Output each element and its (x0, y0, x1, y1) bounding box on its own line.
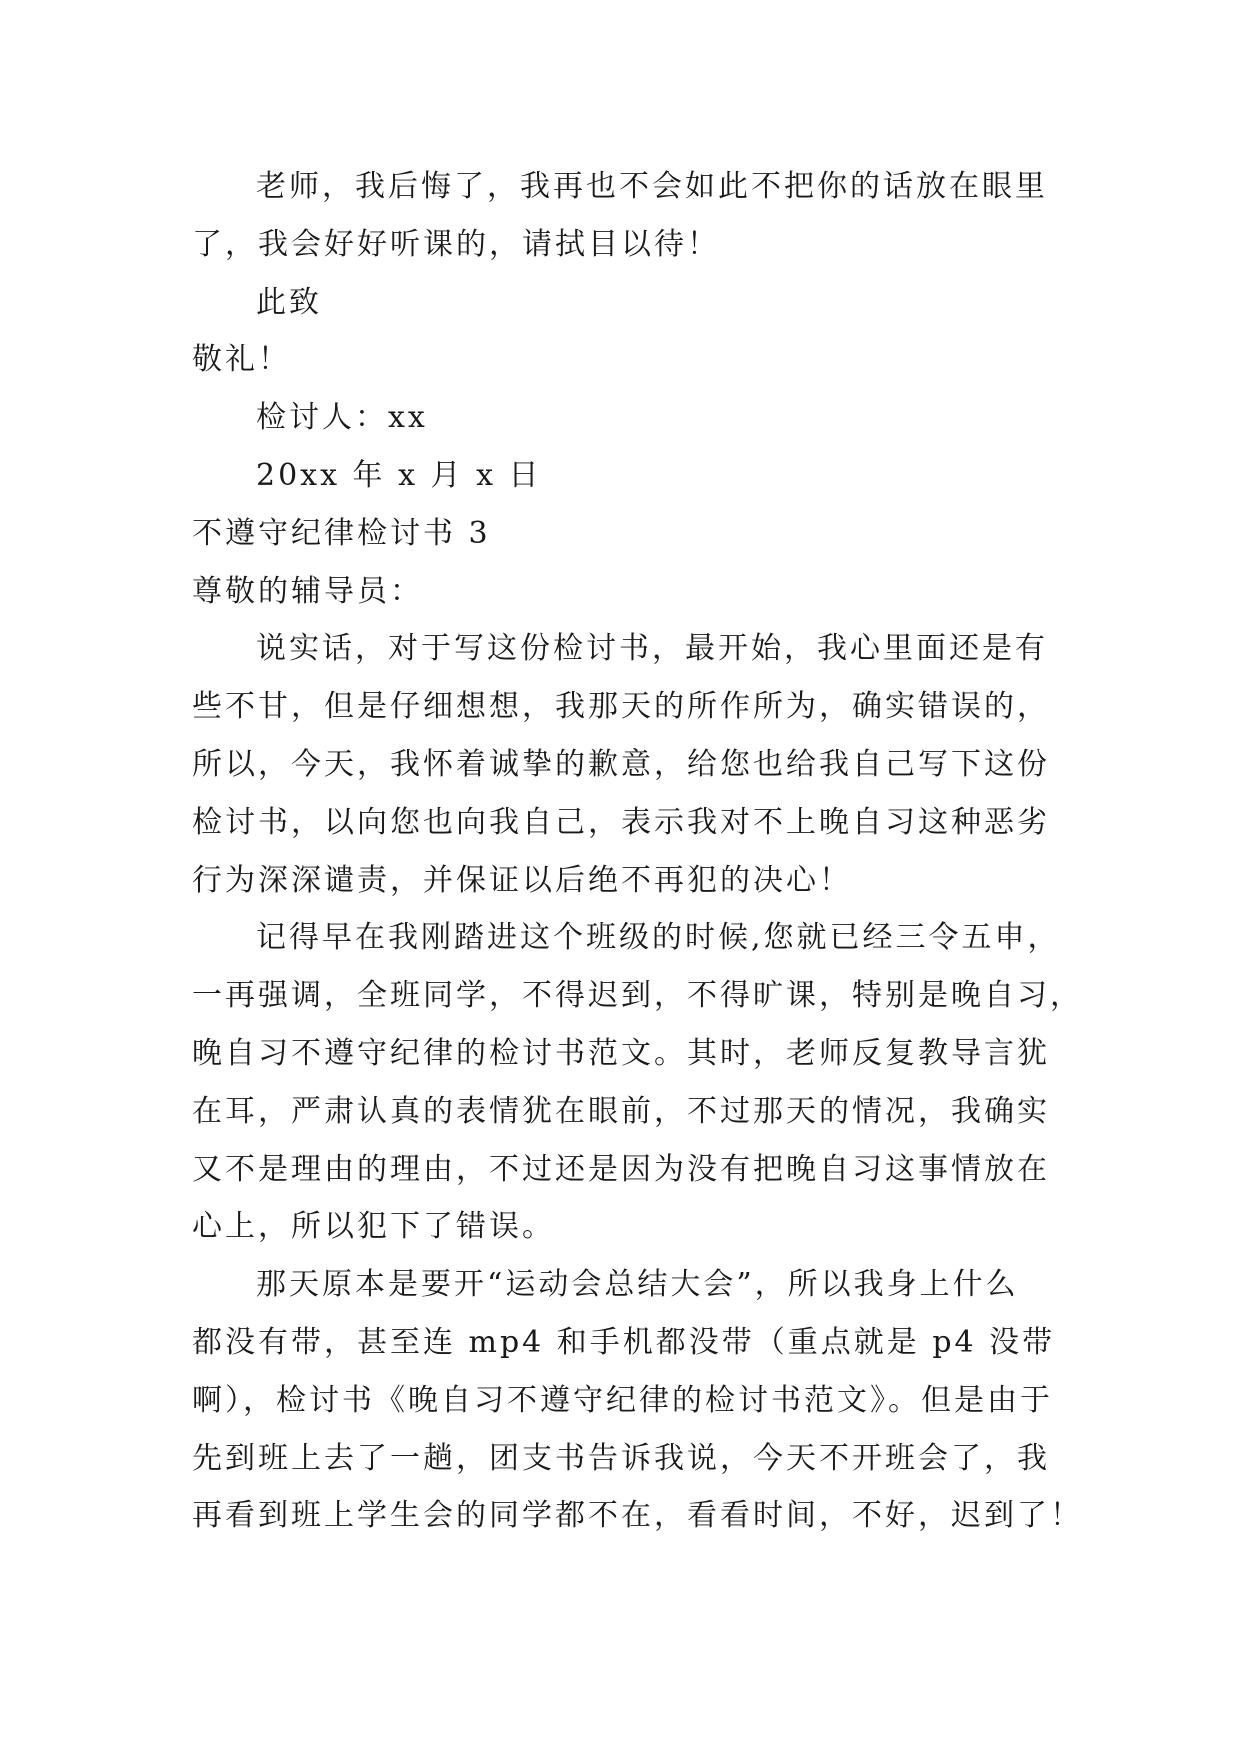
text-line: 检讨人：xx (256, 400, 428, 436)
text-line: 啊），检讨书《晚自习不遵守纪律的检讨书范文》。但是由于 (192, 1382, 1053, 1418)
text-line: 此致 (256, 284, 322, 320)
text-line: 说实话，对于写这份检讨书，最开始，我心里面还是有 (256, 631, 1048, 667)
text-line: 一再强调，全班同学，不得迟到，不得旷课，特别是晚自习， (192, 978, 1083, 1014)
text-line: 那天原本是要开“运动会总结大会”，所以我身上什么 (256, 1267, 1019, 1303)
text-line: 检讨书，以向您也向我自己，表示我对不上晚自习这种恶劣 (192, 804, 1050, 840)
text-line: 在耳，严肃认真的表情犹在眼前，不过那天的情况，我确实 (192, 1093, 1050, 1129)
document-body (192, 158, 1083, 1545)
text-line: 又不是理由的理由，不过还是因为没有把晚自习这事情放在 (192, 1151, 1050, 1187)
text-line: 老师，我后悔了，我再也不会如此不把你的话放在眼里 (256, 169, 1048, 204)
text-line: 再看到班上学生会的同学都不在，看看时间，不好，迟到了！ (192, 1498, 1083, 1534)
text-line: 晚自习不遵守纪律的检讨书范文。其时，老师反复教导言犹 (192, 1035, 1050, 1071)
text-line: 都没有带，甚至连 mp4 和手机都没带（重点就是 p4 没带 (192, 1324, 1056, 1360)
text-line: 所以，今天，我怀着诚挚的歉意，给您也给我自己写下这份 (192, 746, 1050, 782)
text-line: 记得早在我刚踏进这个班级的时候,您就已经三令五申， (256, 920, 1061, 956)
text-line: 不遵守纪律检讨书 3 (192, 515, 491, 551)
text-line: 先到班上去了一趟，团支书告诉我说，今天不开班会了，我 (192, 1440, 1050, 1476)
text-line: 敬礼！ (192, 342, 291, 378)
text-line: 了，我会好好听课的，请拭目以待！ (192, 226, 720, 262)
text-line: 20xx 年 x 月 x 日 (256, 457, 542, 493)
text-line: 尊敬的辅导员： (192, 573, 423, 609)
text-line: 些不甘，但是仔细想想，我那天的所作所为，确实错误的， (192, 689, 1050, 725)
text-line: 心上，所以犯下了错误。 (192, 1209, 555, 1245)
text-line: 行为深深谴责，并保证以后绝不再犯的决心！ (192, 862, 852, 898)
